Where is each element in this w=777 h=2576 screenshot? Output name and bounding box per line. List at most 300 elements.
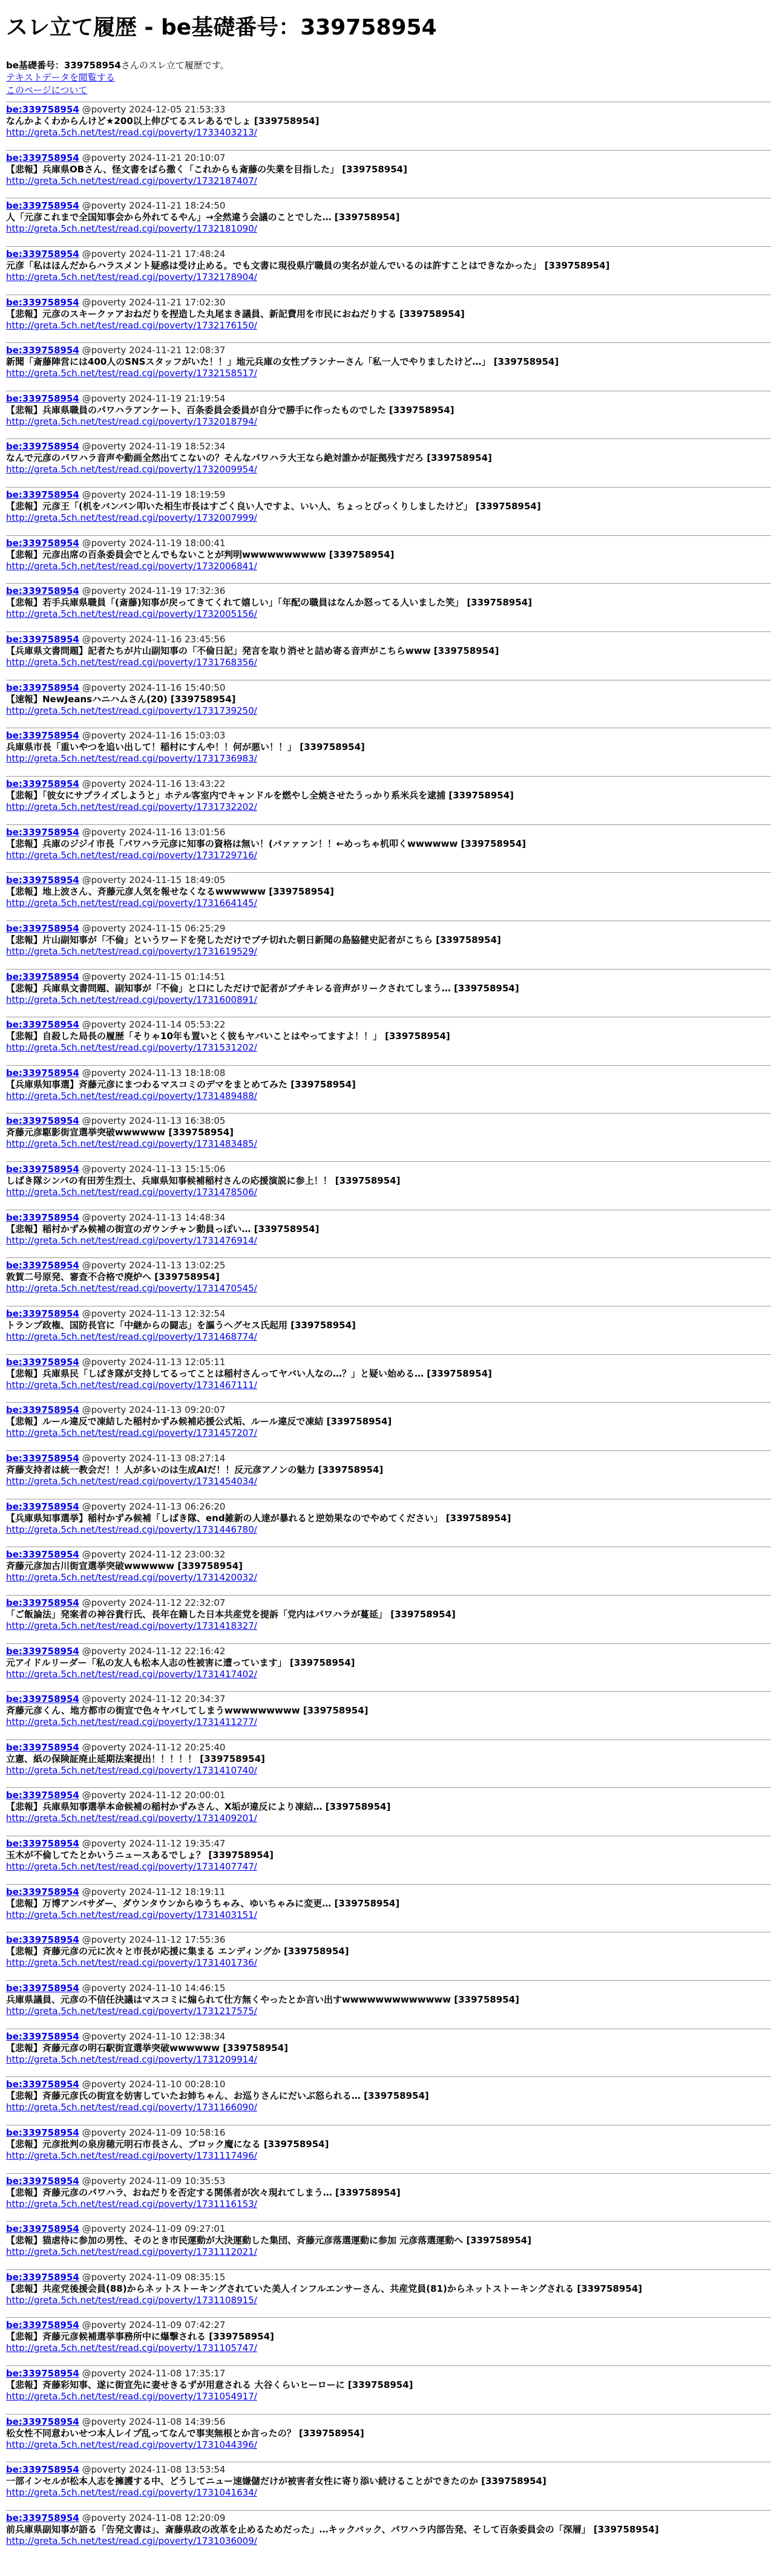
thread-title: 元彦「私はほんだからハラスメント疑惑は受け止める。でも文書に現役県庁職員の実名が並んでいるのは許すことはできなかった」 [339758954] [6, 259, 610, 271]
be-id-link[interactable]: be:339758954 [6, 2030, 79, 2042]
thread-title: 【悲報】兵庫のジジイ市長「パワハラ元彦に知事の資格は無い！(バァァァン！！←めっちゃ机叩くwwwwww [339758954] [6, 838, 526, 849]
thread-title: 前兵庫県副知事が語る「告発文書は」、斎藤県政の改革を止めるためだった」…キックバック、パワハラ内部告発、そして百条委員会の「深層」 [339758954] [6, 2524, 659, 2535]
entry-board-date: @poverty 2024-11-15 01:14:51 [82, 971, 226, 982]
thread-title: 【悲報】元彦出席の百条委員会でとんでもないことが判明wwwwwwwwww [339758954] [6, 549, 395, 560]
be-id-link[interactable]: be:339758954 [6, 152, 79, 163]
be-id-link[interactable]: be:339758954 [6, 1645, 79, 1657]
thread-entry [6, 2414, 771, 2462]
entry-board-date: @poverty 2024-11-08 13:53:54 [82, 2464, 226, 2476]
entry-board-date: @poverty 2024-11-09 10:58:16 [82, 2127, 226, 2138]
entry-meta [6, 1934, 771, 1946]
thread-url-link[interactable]: http://greta.5ch.net/test/read.cgi/poverty/1731166090/ [6, 2102, 257, 2113]
entry-meta [6, 345, 771, 356]
thread-url-link[interactable]: http://greta.5ch.net/test/read.cgi/poverty/1731739250/ [6, 705, 257, 716]
thread-entry [6, 1980, 771, 2029]
thread-url-link[interactable]: http://greta.5ch.net/test/read.cgi/poverty/1731457207/ [6, 1427, 257, 1439]
be-id-link[interactable]: be:339758954 [6, 875, 79, 886]
thread-title: 【悲報】共産党後援会員(88)からネットストーキングされていた美人インフルエンサーさん、共産党員(81)からネットストーキングされる [339758954] [6, 2283, 643, 2294]
thread-entry [6, 1932, 771, 1980]
be-id-link[interactable]: be:339758954 [6, 2271, 79, 2283]
entry-board-date: @poverty 2024-11-10 12:38:34 [82, 2030, 226, 2042]
be-id-link[interactable]: be:339758954 [6, 1260, 79, 1271]
entry-meta [6, 827, 771, 838]
be-id-link[interactable]: be:339758954 [6, 1597, 79, 1608]
thread-entry [6, 2173, 771, 2222]
entry-board-date: @poverty 2024-11-09 10:35:53 [82, 2175, 226, 2186]
be-id-link[interactable]: be:339758954 [6, 1115, 79, 1127]
entry-board-date: @poverty 2024-11-12 23:00:32 [82, 1549, 226, 1560]
thread-title: 【兵庫県知事選挙】稲村かずみ候補「しばき隊、end雑新の人達が暴れると逆効果なのでやめてください」 [339758954] [6, 1512, 511, 1524]
entry-meta [6, 489, 771, 501]
entry-meta [6, 1357, 771, 1368]
thread-entry [6, 2366, 771, 2414]
be-id-link[interactable]: be:339758954 [6, 296, 79, 308]
thread-title: 【悲報】地上波さん、斉藤元彦人気を報せなくなるwwwwww [339758954] [6, 886, 334, 898]
entry-meta [6, 1453, 771, 1464]
thread-title: なんかよくわからんけど★200以上伸びてるスレあるでしょ [339758954] [6, 116, 320, 126]
entry-board-date: @poverty 2024-11-21 17:02:30 [82, 296, 226, 308]
be-id-link[interactable]: be:339758954 [6, 104, 79, 115]
be-id-link[interactable]: be:339758954 [6, 1067, 79, 1078]
entry-meta [6, 1212, 771, 1224]
thread-entry [6, 535, 771, 584]
about-page-link[interactable]: このページについて [6, 85, 88, 96]
thread-url-link[interactable]: http://greta.5ch.net/test/read.cgi/poverty/1731403151/ [6, 1909, 257, 1920]
entry-board-date: @poverty 2024-11-13 13:02:25 [82, 1260, 226, 1271]
entry-board-date: @poverty 2024-11-09 08:35:15 [82, 2271, 226, 2283]
entry-meta [6, 2223, 771, 2235]
thread-entry [6, 1884, 771, 1932]
entry-meta [6, 2176, 771, 2187]
be-id-link[interactable]: be:339758954 [6, 2320, 79, 2331]
thread-title: 【悲報】兵庫県職員のパワハラアンケート、百条委員会委員が自分で勝手に作ったものでした [339758954] [6, 404, 454, 416]
thread-title: しばき隊シンパの有田芳生烈士、兵庫県知事候補稲村さんの応援演説に参上！！ [339758954] [6, 1175, 401, 1187]
entry-board-date: @poverty 2024-11-13 12:05:11 [82, 1356, 226, 1368]
entry-board-date: @poverty 2024-11-13 16:38:05 [82, 1115, 226, 1127]
entry-board-date: @poverty 2024-11-19 17:32:36 [82, 585, 226, 597]
thread-url-link[interactable]: http://greta.5ch.net/test/read.cgi/poverty/1731732202/ [6, 801, 257, 812]
thread-title: 斉藤元彦駆影街宣選挙突破wwwwww [339758954] [6, 1127, 234, 1138]
entry-meta [6, 730, 771, 742]
thread-entry [6, 2510, 771, 2558]
thread-url-link[interactable]: http://greta.5ch.net/test/read.cgi/poverty/1731410740/ [6, 1764, 257, 1776]
entry-meta [6, 923, 771, 934]
thread-url-link[interactable]: http://greta.5ch.net/test/read.cgi/poverty/1731112021/ [6, 2246, 257, 2258]
thread-title: 玉木が不倫してたとかいうニュースあるでしょ？ [339758954] [6, 1850, 274, 1861]
entry-board-date: @poverty 2024-11-15 06:25:29 [82, 922, 226, 934]
thread-entry [6, 1354, 771, 1403]
thread-title: 【悲報】「彼女にサプライズしようと」ホテル客室内でキャンドルを燃やし全焼させたうっかり系米兵を逮捕 [339758954] [6, 789, 514, 801]
entry-board-date: @poverty 2024-11-21 12:08:37 [82, 345, 226, 356]
thread-url-link[interactable]: http://greta.5ch.net/test/read.cgi/poverty/1731467111/ [6, 1379, 257, 1391]
entry-board-date: @poverty 2024-11-08 17:35:17 [82, 2368, 226, 2379]
be-id-link[interactable]: be:339758954 [6, 1838, 79, 1850]
thread-url-link[interactable]: http://greta.5ch.net/test/read.cgi/poverty/1731446780/ [6, 1524, 257, 1535]
thread-entry [6, 969, 771, 1017]
thread-url-link[interactable]: http://greta.5ch.net/test/read.cgi/poverty/1732018794/ [6, 416, 257, 427]
thread-entry [6, 1210, 771, 1258]
thread-url-link[interactable]: http://greta.5ch.net/test/read.cgi/poverty/1731209914/ [6, 2053, 257, 2065]
thread-url-link[interactable]: http://greta.5ch.net/test/read.cgi/poverty/1731044396/ [6, 2439, 257, 2450]
entry-board-date: @poverty 2024-11-13 08:27:14 [82, 1452, 226, 1464]
entry-meta [6, 875, 771, 886]
thread-entry [6, 1017, 771, 1065]
thread-title: 【悲報】兵庫県文書問題、副知事が「不倫」と口にしただけで記者がブチキレる音声がリークされてしまう… [339758954] [6, 982, 519, 994]
entry-meta [6, 1646, 771, 1657]
entry-meta [6, 1742, 771, 1753]
be-id-link[interactable]: be:339758954 [6, 730, 79, 742]
entry-meta [6, 971, 771, 983]
thread-title: 【悲報】斉藤彩知事、遂に街宣先に妻せきるずが用意される 大谷くらいヒーローに [339758954] [6, 2379, 413, 2391]
entry-meta [6, 1308, 771, 1320]
thread-url-link[interactable]: http://greta.5ch.net/test/read.cgi/poverty/1731478506/ [6, 1187, 257, 1198]
entry-meta [6, 1597, 771, 1609]
be-id-link[interactable]: be:339758954 [6, 1886, 79, 1897]
thread-url-link[interactable]: http://greta.5ch.net/test/read.cgi/poverty/1731736983/ [6, 753, 257, 765]
entry-board-date: @poverty 2024-12-05 21:53:33 [82, 104, 226, 115]
entry-meta [6, 1019, 771, 1031]
be-id-link[interactable]: be:339758954 [6, 393, 79, 404]
entry-board-date: @poverty 2024-11-15 18:49:05 [82, 875, 226, 886]
be-id-link[interactable]: be:339758954 [6, 1019, 79, 1031]
thread-url-link[interactable]: http://greta.5ch.net/test/read.cgi/poverty/1731117496/ [6, 2150, 257, 2161]
thread-url-link[interactable]: http://greta.5ch.net/test/read.cgi/poverty/1731417402/ [6, 1668, 257, 1680]
thread-url-link[interactable]: http://greta.5ch.net/test/read.cgi/poverty/1731664145/ [6, 898, 257, 909]
thread-title: 【悲報】猫虐待に参加の男性、そのとき市民運動が大決運動した集団、斉藤元彦落選運動に参加 元彦落選運動へ [339758954] [6, 2235, 532, 2246]
be-id-link[interactable]: be:339758954 [6, 1790, 79, 1801]
thread-title: 【悲報】元彦批判の泉房穂元明石市長さん、ブロック魔になる [339758954] [6, 2138, 329, 2150]
thread-title: 新聞「斎藤陣営には400人のSNSスタッフがいた！！」地元兵庫の女性プランナーさん「私一人でやりましたけど…」 [339758954] [6, 356, 559, 368]
thread-entry [6, 439, 771, 487]
entry-board-date: @poverty 2024-11-12 18:19:11 [82, 1886, 226, 1897]
entry-board-date: @poverty 2024-11-13 14:48:34 [82, 1211, 226, 1223]
thread-title: 【悲報】自殺した局長の履歴「そりゃ10年も置いとく彼もヤバいことはやってますよ！！」 [339758954] [6, 1031, 450, 1042]
entry-meta [6, 1983, 771, 1994]
be-id-link[interactable]: be:339758954 [6, 2223, 79, 2235]
thread-entry [6, 1161, 771, 1210]
thread-url-link[interactable]: http://greta.5ch.net/test/read.cgi/poverty/1732176150/ [6, 319, 257, 331]
thread-url-link[interactable]: http://greta.5ch.net/test/read.cgi/poverty/1731420032/ [6, 1572, 257, 1583]
entry-board-date: @poverty 2024-11-13 12:32:54 [82, 1308, 226, 1320]
thread-title: 【悲報】片山副知事が「不倫」というワードを発しただけでブチ切れた朝日新聞の島脇健史記者がこちら [339758954] [6, 934, 501, 945]
thread-title: 一部インセルが松本人志を擁護する中、どうしてニュー速嫌儲だけが被害者女性に寄り添い続けることができたのか [339758954] [6, 2476, 546, 2487]
thread-title: 【悲報】斉藤元彦のパワハラ、おねだりを否定する関係者が次々現れてしまう… [339758954] [6, 2186, 401, 2198]
entry-board-date: @poverty 2024-11-10 14:46:15 [82, 1982, 226, 1994]
thread-url-link[interactable]: http://greta.5ch.net/test/read.cgi/poverty/1731600891/ [6, 994, 257, 1005]
thread-url-link[interactable]: http://greta.5ch.net/test/read.cgi/poverty/1731036009/ [6, 2535, 257, 2547]
thread-url-link[interactable]: http://greta.5ch.net/test/read.cgi/poverty/1731116153/ [6, 2198, 257, 2209]
thread-url-link[interactable]: http://greta.5ch.net/test/read.cgi/poverty/1732009954/ [6, 464, 257, 475]
be-id-link[interactable]: be:339758954 [6, 1549, 79, 1560]
entry-board-date: @poverty 2024-11-09 07:42:27 [82, 2320, 226, 2331]
entry-meta [6, 152, 771, 164]
thread-title: 【悲報】兵庫県民「しばき隊が支持してるってことは稲村さんってヤバい人なの…？」と疑い始める… [339758954] [6, 1368, 492, 1379]
be-id-link[interactable]: be:339758954 [6, 537, 79, 549]
thread-title: 【兵庫県知事選】斉藤元彦にまつわるマスコミのデマをまとめてみた [339758954] [6, 1078, 356, 1090]
be-id-link[interactable]: be:339758954 [6, 441, 79, 452]
be-id-link[interactable]: be:339758954 [6, 2368, 79, 2379]
thread-url-link[interactable]: http://greta.5ch.net/test/read.cgi/poverty/1731409201/ [6, 1813, 257, 1824]
entry-meta [6, 200, 771, 212]
be-id-link[interactable]: be:339758954 [6, 2175, 79, 2186]
entry-meta [6, 1790, 771, 1801]
thread-url-link[interactable]: http://greta.5ch.net/test/read.cgi/poverty/1731418327/ [6, 1620, 257, 1631]
thread-title: トランプ政権、国防長官に「中継からの闘志」を謳うヘグセス氏起用 [339758954] [6, 1320, 356, 1331]
thread-entry [6, 728, 771, 776]
entry-meta [6, 1068, 771, 1079]
be-id-link[interactable]: be:339758954 [6, 2512, 79, 2524]
thread-entry [6, 583, 771, 631]
entry-board-date: @poverty 2024-11-08 12:20:09 [82, 2512, 226, 2524]
view-text-data-link[interactable]: テキストデータを閲覧する [6, 72, 115, 83]
thread-entry [6, 2125, 771, 2173]
thread-url-link[interactable]: http://greta.5ch.net/test/read.cgi/poverty/1731483485/ [6, 1138, 257, 1150]
thread-url-link[interactable]: http://greta.5ch.net/test/read.cgi/poverty/1731468774/ [6, 1331, 257, 1343]
thread-url-link[interactable]: http://greta.5ch.net/test/read.cgi/poverty/1732005156/ [6, 608, 257, 620]
entry-meta [6, 538, 771, 549]
thread-title: 元アイドルリーダー「私の友人も松本人志の性被害に遭っています」 [339758954] [6, 1657, 355, 1668]
thread-url-link[interactable]: http://greta.5ch.net/test/read.cgi/poverty/1731531202/ [6, 1042, 257, 1054]
be-id-link[interactable]: be:339758954 [6, 200, 79, 212]
entry-meta [6, 249, 771, 260]
be-id-link[interactable]: be:339758954 [6, 1211, 79, 1223]
thread-entry [6, 776, 771, 824]
be-id-link[interactable]: be:339758954 [6, 682, 79, 693]
thread-url-link[interactable]: http://greta.5ch.net/test/read.cgi/poverty/1731401736/ [6, 1957, 257, 1969]
thread-title: 【悲報】稲村かずみ候補の街宣のガウンチャン動員っぽい… [339758954] [6, 1223, 320, 1234]
be-id-link[interactable]: be:339758954 [6, 826, 79, 838]
thread-entry [6, 1643, 771, 1692]
entry-meta [6, 2464, 771, 2476]
thread-title: 兵庫県議員、元彦の不信任決議はマスコミに煽られて仕方無くやったとか言い出すwwwwwwwwwwwww [339758954] [6, 1994, 520, 2005]
entry-meta [6, 2079, 771, 2090]
entry-board-date: @poverty 2024-11-19 18:00:41 [82, 537, 226, 549]
thread-title: 人「元彦これまで全国知事会から外れてるやん」→全然違う会議のことでした… [339758954] [6, 212, 400, 223]
thread-entry [6, 198, 771, 246]
thread-entry [6, 2269, 771, 2318]
be-id-link[interactable]: be:339758954 [6, 1356, 79, 1368]
thread-url-link[interactable]: http://greta.5ch.net/test/read.cgi/poverty/1731454034/ [6, 1475, 257, 1487]
thread-title: 【悲報】斉藤元彦の明石駅街宣選挙突破wwwwww [339758954] [6, 2042, 289, 2053]
thread-entry [6, 391, 771, 439]
thread-entry [6, 872, 771, 921]
thread-url-link[interactable]: http://greta.5ch.net/test/read.cgi/poverty/1732158517/ [6, 368, 257, 379]
entry-board-date: @poverty 2024-11-10 00:28:10 [82, 2079, 226, 2090]
entry-board-date: @poverty 2024-11-16 13:43:22 [82, 778, 226, 789]
thread-title: 斉藤支持者は統一教会だ！！人が多いのは生成AIだ！！反元彦アノンの魅力 [339758954] [6, 1464, 384, 1475]
thread-url-link[interactable]: http://greta.5ch.net/test/read.cgi/poverty/1731217575/ [6, 2005, 257, 2017]
be-id-link[interactable]: be:339758954 [6, 2079, 79, 2090]
be-id-link[interactable]: be:339758954 [6, 922, 79, 934]
intro-suffix: さんのスレ立て履歴です。 [120, 60, 229, 71]
entry-meta [6, 2368, 771, 2379]
thread-title: 【悲報】斉藤元彦氏の街宣を妨害していたお姉ちゃん、お巡りさんにだいぶ怒られる… [339758954] [6, 2090, 429, 2102]
thread-title: 兵庫県市長「重いやつを追い出して！稲村にすんや！！何が悪い！！」 [339758954] [6, 742, 365, 753]
entry-meta [6, 682, 771, 694]
thread-entry [6, 1065, 771, 1114]
thread-title: 松女性不同意わいせつ本人レイプ乱ってなんで事実無根とか言ったの？ [339758954] [6, 2427, 364, 2439]
entry-board-date: @poverty 2024-11-16 15:40:50 [82, 682, 226, 693]
be-id-link[interactable]: be:339758954 [6, 345, 79, 356]
entry-board-date: @poverty 2024-11-08 14:39:56 [82, 2416, 226, 2427]
thread-entry [6, 295, 771, 343]
be-id-link[interactable]: be:339758954 [6, 778, 79, 789]
thread-url-link[interactable]: http://greta.5ch.net/test/read.cgi/poverty/1731041634/ [6, 2487, 257, 2499]
entry-meta [6, 778, 771, 790]
be-id-link[interactable]: be:339758954 [6, 1694, 79, 1705]
entry-meta [6, 634, 771, 645]
thread-title: 【悲報】元彦王「(机をバンバン叩いた相生市長はすごく良い人ですよ、いい人、ちょっとびっくりしましたけど」 [339758954] [6, 501, 541, 512]
entry-board-date: @poverty 2024-11-12 20:00:01 [82, 1790, 226, 1801]
entry-board-date: @poverty 2024-11-12 19:35:47 [82, 1838, 226, 1850]
thread-url-link[interactable]: http://greta.5ch.net/test/read.cgi/poverty/1732187407/ [6, 175, 257, 186]
thread-entry [6, 1836, 771, 1884]
thread-url-link[interactable]: http://greta.5ch.net/test/read.cgi/poverty/1731768356/ [6, 657, 257, 668]
thread-entry [6, 1402, 771, 1450]
thread-title: 斉藤元彦加古川街宣選挙突破wwwwww [339758954] [6, 1560, 243, 1572]
entry-meta [6, 1838, 771, 1850]
entry-board-date: @poverty 2024-11-12 22:16:42 [82, 1645, 226, 1657]
entry-board-date: @poverty 2024-11-13 15:15:06 [82, 1164, 226, 1175]
thread-url-link[interactable]: http://greta.5ch.net/test/read.cgi/poverty/1732178904/ [6, 271, 257, 282]
entry-board-date: @poverty 2024-11-13 18:18:08 [82, 1067, 226, 1078]
thread-entry [6, 921, 771, 969]
entry-meta [6, 2416, 771, 2428]
thread-entry [6, 487, 771, 535]
be-id-link[interactable]: be:339758954 [6, 1982, 79, 1994]
entry-board-date: @poverty 2024-11-09 09:27:01 [82, 2223, 226, 2235]
entry-board-date: @poverty 2024-11-12 22:32:07 [82, 1597, 226, 1608]
be-id-link[interactable]: be:339758954 [6, 1741, 79, 1753]
thread-entry [6, 1306, 771, 1354]
thread-entry [6, 1691, 771, 1740]
thread-url-link[interactable]: http://greta.5ch.net/test/read.cgi/poverty/1732006841/ [6, 560, 257, 572]
thread-list [6, 102, 771, 2558]
be-id-link[interactable]: be:339758954 [6, 248, 79, 259]
entry-meta [6, 585, 771, 597]
thread-url-link[interactable]: http://greta.5ch.net/test/read.cgi/poverty/1731489488/ [6, 1090, 257, 1101]
thread-title: 【悲報】若手兵庫県職員「(斎藤)知事が戻ってきてくれて嬉しい」「年配の職員はなんか怒ってる人いました笑」 [339758954] [6, 597, 533, 608]
entry-meta [6, 2127, 771, 2139]
be-id-link[interactable]: be:339758954 [6, 2464, 79, 2476]
entry-board-date: @poverty 2024-11-16 13:01:56 [82, 826, 226, 838]
be-id-link[interactable]: be:339758954 [6, 585, 79, 597]
thread-entry [6, 824, 771, 873]
be-id-link[interactable]: be:339758954 [6, 1452, 79, 1464]
thread-entry [6, 1740, 771, 1788]
entry-board-date: @poverty 2024-11-16 23:45:56 [82, 634, 226, 645]
thread-url-link[interactable]: http://greta.5ch.net/test/read.cgi/poverty/1733403213/ [6, 127, 257, 138]
entry-board-date: @poverty 2024-11-13 09:20:07 [82, 1404, 226, 1416]
be-id-link[interactable]: be:339758954 [6, 971, 79, 982]
thread-entry [6, 1787, 771, 1836]
thread-url-link[interactable]: http://greta.5ch.net/test/read.cgi/poverty/1731108915/ [6, 2294, 257, 2306]
thread-url-link[interactable]: http://greta.5ch.net/test/read.cgi/poverty/1731729716/ [6, 849, 257, 861]
top-links [6, 71, 771, 97]
thread-title: 【悲報】兵庫県知事選挙本命候補の稲村かずみさん、X垢が違反により凍結… [339758954] [6, 1801, 391, 1813]
thread-url-link[interactable]: http://greta.5ch.net/test/read.cgi/poverty/1731476914/ [6, 1234, 257, 1246]
entry-board-date: @poverty 2024-11-19 18:19:59 [82, 489, 226, 501]
entry-board-date: @poverty 2024-11-19 21:19:54 [82, 393, 226, 404]
be-id-link[interactable]: be:339758954 [6, 489, 79, 501]
thread-title: なんで元彦のパワハラ音声や動画全然出てこないの？そんなパワハラ大王なら絶対誰かが証拠残すだろ [339758954] [6, 452, 492, 464]
thread-title: 【悲報】兵庫県OBさん、怪文書をばら撒く「これからも斎藤の失業を目指した」 [339758954] [6, 163, 407, 175]
thread-entry [6, 680, 771, 728]
entry-meta [6, 297, 771, 308]
thread-entry [6, 150, 771, 198]
be-id-link[interactable]: be:339758954 [6, 2416, 79, 2427]
entry-meta [6, 104, 771, 116]
thread-url-link[interactable]: http://greta.5ch.net/test/read.cgi/poverty/1731470545/ [6, 1283, 257, 1294]
thread-entry [6, 2462, 771, 2510]
page-title: スレ立て履歴 - be基礎番号：339758954 [6, 15, 437, 40]
entry-meta [6, 2272, 771, 2283]
entry-board-date: @poverty 2024-11-12 17:55:36 [82, 1934, 226, 1946]
thread-url-link[interactable]: http://greta.5ch.net/test/read.cgi/poverty/1731407747/ [6, 1861, 257, 1873]
be-id-link[interactable]: be:339758954 [6, 1501, 79, 1512]
entry-board-date: @poverty 2024-11-21 20:10:07 [82, 152, 226, 163]
entry-meta [6, 2512, 771, 2524]
thread-url-link[interactable]: http://greta.5ch.net/test/read.cgi/poverty/1732007999/ [6, 512, 257, 524]
thread-entry [6, 2076, 771, 2125]
thread-entry [6, 1450, 771, 1499]
entry-board-date: @poverty 2024-11-16 15:03:03 [82, 730, 226, 742]
entry-meta [6, 1501, 771, 1513]
entry-board-date: @poverty 2024-11-12 20:34:37 [82, 1694, 226, 1705]
thread-title: 【悲報】斉藤元彦候補選挙事務所中に爆撃される [339758954] [6, 2331, 274, 2343]
entry-board-date: @poverty 2024-11-21 18:24:50 [82, 200, 226, 212]
thread-entry [6, 102, 771, 150]
be-id-link[interactable]: be:339758954 [6, 1934, 79, 1946]
thread-entry [6, 2029, 771, 2077]
thread-url-link[interactable]: http://greta.5ch.net/test/read.cgi/poverty/1731105747/ [6, 2343, 257, 2354]
thread-title: 【悲報】万博アンバサダー、ダウンタウンからゆうちゃみ、ゆいちゃみに変更… [339758954] [6, 1897, 400, 1909]
be-id-link[interactable]: be:339758954 [6, 1404, 79, 1416]
be-id-link[interactable]: be:339758954 [6, 1308, 79, 1320]
entry-meta [6, 1404, 771, 1416]
entry-meta [6, 1694, 771, 1705]
thread-title: 【悲報】斉藤元彦の元に次々と市長が応援に集まる エンディングか [339758954] [6, 1946, 349, 1957]
entry-meta [6, 1549, 771, 1560]
entry-board-date: @poverty 2024-11-12 20:25:40 [82, 1741, 226, 1753]
thread-entry [6, 1499, 771, 1547]
thread-entry [6, 2221, 771, 2269]
thread-url-link[interactable]: http://greta.5ch.net/test/read.cgi/poverty/1731619529/ [6, 945, 257, 957]
thread-entry [6, 1257, 771, 1306]
intro-text [6, 59, 771, 71]
be-id-link[interactable]: be:339758954 [6, 1164, 79, 1175]
entry-meta [6, 1164, 771, 1175]
entry-meta [6, 1886, 771, 1898]
thread-title: 【兵庫県文書問題】記者たちが片山副知事の「不倫日記」発言を取り消せと詰め寄る音声がこちらwww [339758954] [6, 645, 499, 657]
entry-meta [6, 1115, 771, 1127]
thread-entry [6, 246, 771, 295]
thread-entry [6, 1113, 771, 1161]
be-id-link[interactable]: be:339758954 [6, 634, 79, 645]
thread-title: 【悲報】ルール違反で凍結した稲村かずみ候補応援公式垢、ルール違反で凍結 [339758954] [6, 1416, 392, 1427]
thread-title: 【速報】NewJeansハニハムさん(20) [339758954] [6, 693, 236, 705]
thread-entry [6, 342, 771, 391]
thread-title: 斉藤元彦くん、地方都市の街宣で色々ヤバしてしまうwwwwwwwww [339758954] [6, 1705, 369, 1717]
entry-board-date: @poverty 2024-11-21 17:48:24 [82, 248, 226, 259]
be-id-link[interactable]: be:339758954 [6, 2127, 79, 2138]
thread-url-link[interactable]: http://greta.5ch.net/test/read.cgi/poverty/1731411277/ [6, 1717, 257, 1728]
entry-meta [6, 441, 771, 452]
thread-url-link[interactable]: http://greta.5ch.net/test/read.cgi/poverty/1731054917/ [6, 2391, 257, 2402]
entry-meta [6, 2031, 771, 2043]
thread-url-link[interactable]: http://greta.5ch.net/test/read.cgi/poverty/1732181090/ [6, 223, 257, 235]
thread-title: 「ご飯論法」発案者の神谷貴行氏、長年在籍した日本共産党を提訴「党内はパワハラが蔓延」 [339758954] [6, 1608, 456, 1620]
